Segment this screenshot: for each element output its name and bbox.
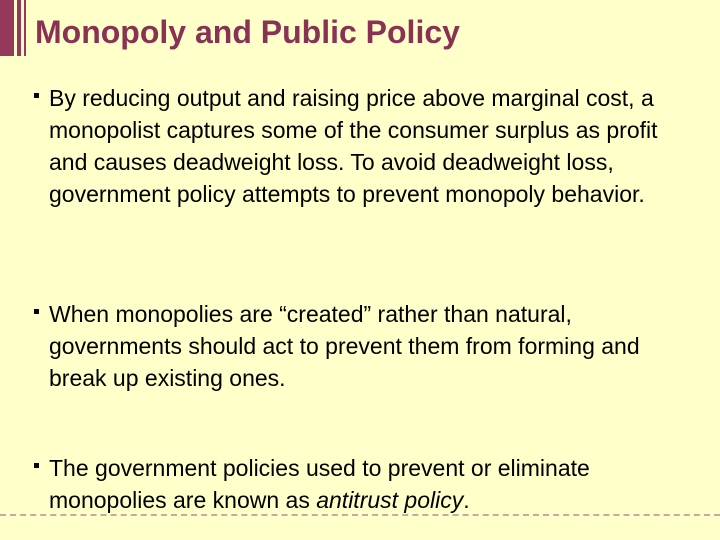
accent-bar (0, 0, 14, 56)
accent-bar (24, 0, 26, 56)
accent-bar (17, 0, 21, 56)
slide-title: Monopoly and Public Policy (35, 14, 460, 50)
bullet-text-end: . (463, 487, 470, 513)
antitrust-policy-term: antitrust policy (316, 487, 464, 513)
square-bullet-icon (34, 463, 39, 468)
bullet-text: By reducing output and raising price above marginal cost, a monopolist captures some of the consumer surplus as profit and causes deadweight loss. To avoid deadweight loss, government policy attempts to prevent monopoly behavior. (49, 85, 658, 207)
footer-dashed-divider (0, 514, 720, 516)
square-bullet-icon (34, 93, 39, 98)
square-bullet-icon (34, 309, 39, 314)
title-accent-bars (0, 0, 28, 56)
bullet-text: When monopolies are “created” rather than natural, governments should act to prevent them from forming and break up existing ones. (49, 301, 640, 391)
bullet-text (49, 452, 699, 516)
bullet-text-lead: The government policies used to prevent or eliminate monopolies are known as (49, 455, 590, 513)
